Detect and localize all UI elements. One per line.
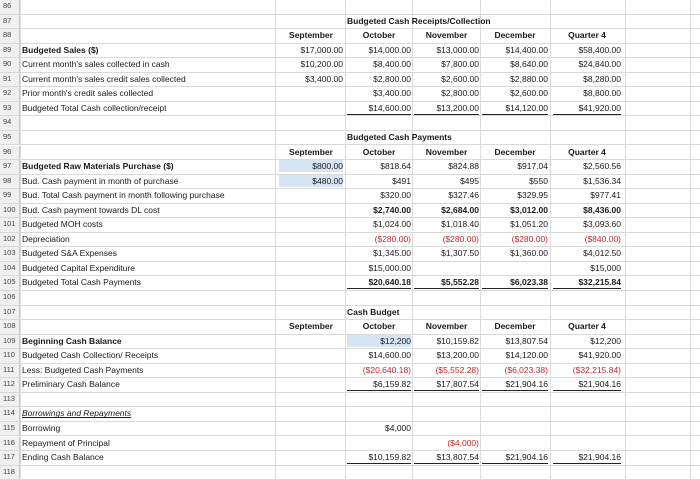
row-label-cell[interactable]: Bud. Cash payment towards DL cost xyxy=(22,204,160,215)
sheet-row xyxy=(0,73,700,88)
value-cell[interactable] xyxy=(482,422,548,434)
value-cell[interactable]: December xyxy=(494,321,536,332)
value-cell[interactable]: $2,800.00 xyxy=(373,73,411,84)
sheet-row xyxy=(0,422,700,437)
value-cell[interactable]: $13,000.00 xyxy=(436,44,479,55)
value-cell[interactable]: $1,024.00 xyxy=(373,219,411,230)
sheet-row xyxy=(0,218,700,233)
value-cell[interactable]: $550 xyxy=(529,175,548,186)
sheet-row xyxy=(0,15,700,30)
value-cell[interactable]: $3,400.00 xyxy=(373,88,411,99)
row-number[interactable]: 106 xyxy=(0,291,20,305)
value-cell[interactable]: $480.00 xyxy=(279,175,343,187)
value-cell[interactable]: Quarter 4 xyxy=(568,321,606,332)
value-cell[interactable] xyxy=(482,407,548,419)
sheet-row xyxy=(0,204,700,219)
row-number[interactable]: 103 xyxy=(0,247,20,261)
value-cell[interactable]: $15,000.00 xyxy=(368,262,411,273)
sheet-row xyxy=(0,189,700,204)
value-cell[interactable]: $1,536.34 xyxy=(583,175,621,186)
value-cell[interactable]: $13,807.54 xyxy=(505,335,548,346)
row-number[interactable]: 109 xyxy=(0,335,20,349)
sheet-row xyxy=(0,44,700,59)
value-cell[interactable]: $8,436.00 xyxy=(583,204,621,215)
row-label-cell[interactable]: Budgeted Capital Expenditure xyxy=(22,262,135,273)
value-cell[interactable]: $12,200 xyxy=(347,335,411,347)
value-cell[interactable]: $3,400.00 xyxy=(305,73,343,84)
value-cell[interactable]: November xyxy=(425,146,468,157)
value-cell[interactable] xyxy=(279,262,343,274)
value-cell[interactable]: $977.41 xyxy=(590,190,621,201)
row-number[interactable]: 117 xyxy=(0,451,20,465)
row-label-cell[interactable]: Bud. Cash payment in month of purchase xyxy=(22,175,179,186)
row-label-cell[interactable]: Repayment of Principal xyxy=(22,437,110,448)
value-cell[interactable] xyxy=(414,306,479,318)
value-cell[interactable]: $14,600.00 xyxy=(368,350,411,361)
value-cell[interactable] xyxy=(279,102,343,114)
row-number[interactable]: 112 xyxy=(0,378,20,392)
sheet-row xyxy=(0,0,700,15)
row-number[interactable]: 111 xyxy=(0,364,20,378)
section-title[interactable]: Budgeted Cash Receipts/Collection xyxy=(347,15,491,26)
value-cell[interactable] xyxy=(414,466,479,478)
value-cell[interactable] xyxy=(553,15,621,27)
value-cell[interactable] xyxy=(279,0,343,12)
value-cell[interactable] xyxy=(279,131,343,143)
value-cell[interactable]: $21,904.16 xyxy=(553,451,621,464)
sheet-row xyxy=(0,393,700,408)
value-cell[interactable]: $2,880.00 xyxy=(510,73,548,84)
value-cell[interactable] xyxy=(414,393,479,405)
value-cell[interactable]: $818.64 xyxy=(380,161,411,172)
row-label-cell[interactable]: Budgeted Cash Collection/ Receipts xyxy=(22,350,159,361)
value-cell[interactable]: $13,200.00 xyxy=(414,102,479,115)
value-cell[interactable] xyxy=(553,422,621,434)
row-number[interactable]: 89 xyxy=(0,44,20,58)
value-cell[interactable]: $41,920.00 xyxy=(553,102,621,115)
value-cell[interactable]: $14,000.00 xyxy=(368,44,411,55)
value-cell[interactable]: $8,400.00 xyxy=(373,59,411,70)
row-number[interactable]: 87 xyxy=(0,15,20,29)
value-cell[interactable]: $13,200.00 xyxy=(436,350,479,361)
value-cell[interactable] xyxy=(482,466,548,478)
value-cell[interactable]: $1,307.50 xyxy=(441,248,479,259)
sheet-row xyxy=(0,262,700,277)
value-cell[interactable]: $10,159.82 xyxy=(347,451,411,464)
value-cell[interactable] xyxy=(347,407,411,419)
value-cell[interactable]: November xyxy=(425,321,468,332)
value-cell[interactable] xyxy=(347,291,411,303)
row-label-cell[interactable]: Less: Budgeted Cash Payments xyxy=(22,364,144,375)
row-label-cell[interactable] xyxy=(22,116,272,128)
value-cell[interactable] xyxy=(482,306,548,318)
row-label-cell[interactable] xyxy=(22,146,272,158)
value-cell[interactable]: $5,552.28 xyxy=(414,276,479,289)
row-number[interactable]: 108 xyxy=(0,320,20,334)
row-label-cell[interactable] xyxy=(22,466,272,478)
row-label-cell[interactable]: Budgeted MOH costs xyxy=(22,219,103,230)
value-cell[interactable] xyxy=(482,291,548,303)
value-cell[interactable] xyxy=(279,466,343,478)
value-cell[interactable] xyxy=(482,0,548,12)
value-cell[interactable]: $17,000.00 xyxy=(300,44,343,55)
row-label-cell[interactable]: Budgeted S&A Expenses xyxy=(22,248,117,259)
value-cell[interactable]: $7,800.00 xyxy=(441,59,479,70)
row-number[interactable]: 95 xyxy=(0,131,20,145)
value-cell[interactable]: ($280.00) xyxy=(442,233,479,244)
row-label-cell[interactable]: Borrowing xyxy=(22,422,61,433)
row-label-cell[interactable] xyxy=(22,29,272,41)
value-cell[interactable]: ($5,552.28) xyxy=(435,364,479,375)
value-cell[interactable] xyxy=(553,466,621,478)
value-cell[interactable] xyxy=(553,291,621,303)
value-cell[interactable]: $21,904.16 xyxy=(482,451,548,464)
sheet-row xyxy=(0,131,700,146)
value-cell[interactable]: ($840.00) xyxy=(584,233,621,244)
row-number[interactable]: 96 xyxy=(0,146,20,160)
sheet-row xyxy=(0,58,700,73)
value-cell[interactable] xyxy=(414,262,479,274)
value-cell[interactable]: September xyxy=(289,146,333,157)
row-number[interactable]: 110 xyxy=(0,349,20,363)
row-number[interactable]: 115 xyxy=(0,422,20,436)
value-cell[interactable]: $3,093.60 xyxy=(583,219,621,230)
value-cell[interactable] xyxy=(553,393,621,405)
value-cell[interactable] xyxy=(279,116,343,128)
row-label-cell[interactable]: Preliminary Cash Balance xyxy=(22,379,120,390)
row-number[interactable]: 105 xyxy=(0,276,20,290)
row-number[interactable]: 86 xyxy=(0,0,20,14)
value-cell[interactable] xyxy=(347,437,411,449)
row-label-cell[interactable]: Borrowings and Repayments xyxy=(22,408,132,419)
value-cell[interactable] xyxy=(279,393,343,405)
sheet-row xyxy=(0,276,700,291)
row-label-cell[interactable] xyxy=(22,393,272,405)
value-cell[interactable] xyxy=(279,233,343,245)
row-number[interactable]: 88 xyxy=(0,29,20,43)
value-cell[interactable]: ($4,000) xyxy=(447,437,479,448)
value-cell[interactable]: $41,920.00 xyxy=(578,350,621,361)
value-cell[interactable] xyxy=(414,131,479,143)
row-label-cell[interactable]: Budgeted Sales ($) xyxy=(22,44,99,55)
value-cell[interactable] xyxy=(279,306,343,318)
value-cell[interactable]: October xyxy=(362,30,396,41)
value-cell[interactable] xyxy=(279,276,343,288)
row-label-cell[interactable]: Beginning Cash Balance xyxy=(22,335,122,346)
value-cell[interactable]: $2,560.56 xyxy=(583,161,621,172)
value-cell[interactable]: Quarter 4 xyxy=(568,30,606,41)
value-cell[interactable] xyxy=(414,15,479,27)
sheet-row xyxy=(0,349,700,364)
row-number[interactable]: 113 xyxy=(0,393,20,407)
value-cell[interactable] xyxy=(414,0,479,12)
value-cell[interactable]: $14,400.00 xyxy=(505,44,548,55)
value-cell[interactable] xyxy=(279,247,343,259)
value-cell[interactable] xyxy=(279,15,343,27)
row-number[interactable]: 91 xyxy=(0,73,20,87)
value-cell[interactable] xyxy=(279,218,343,230)
row-number[interactable]: 98 xyxy=(0,175,20,189)
value-cell[interactable] xyxy=(279,204,343,216)
sheet-row xyxy=(0,247,700,262)
sheet-row xyxy=(0,146,700,161)
value-cell[interactable] xyxy=(553,116,621,128)
value-cell[interactable]: $21,904.16 xyxy=(553,378,621,391)
value-cell[interactable] xyxy=(553,407,621,419)
row-number[interactable]: 101 xyxy=(0,218,20,232)
row-label-cell[interactable]: Current month's sales collected in cash xyxy=(22,59,170,70)
row-label-cell[interactable]: Depreciation xyxy=(22,233,70,244)
value-cell[interactable]: October xyxy=(362,321,396,332)
row-label-cell[interactable]: Bud. Total Cash payment in month following purchase xyxy=(22,190,225,201)
section-title[interactable]: Budgeted Cash Payments xyxy=(347,131,452,142)
value-cell[interactable] xyxy=(482,393,548,405)
row-label-cell[interactable]: Budgeted Total Cash Payments xyxy=(22,277,141,288)
sheet-row xyxy=(0,233,700,248)
row-number[interactable]: 114 xyxy=(0,407,20,421)
value-cell[interactable]: $329.95 xyxy=(517,190,548,201)
sheet-row xyxy=(0,306,700,321)
value-cell[interactable]: $2,600.00 xyxy=(441,73,479,84)
value-cell[interactable] xyxy=(279,349,343,361)
value-cell[interactable]: September xyxy=(289,30,333,41)
value-cell[interactable] xyxy=(279,451,343,463)
value-cell[interactable] xyxy=(414,116,479,128)
value-cell[interactable]: ($32,215.84) xyxy=(572,364,621,375)
row-number[interactable]: 102 xyxy=(0,233,20,247)
value-cell[interactable]: $14,600.00 xyxy=(347,102,411,115)
value-cell[interactable] xyxy=(279,437,343,449)
row-number[interactable]: 116 xyxy=(0,437,20,451)
value-cell[interactable] xyxy=(279,291,343,303)
row-label-cell[interactable] xyxy=(22,15,272,27)
sheet-row xyxy=(0,437,700,452)
row-label-cell[interactable]: Budgeted Total Cash collection/receipt xyxy=(22,102,167,113)
value-cell[interactable]: $8,640.00 xyxy=(510,59,548,70)
row-number[interactable]: 100 xyxy=(0,204,20,218)
row-label-cell[interactable] xyxy=(22,0,272,12)
value-cell[interactable] xyxy=(553,0,621,12)
row-label-cell[interactable] xyxy=(22,320,272,332)
value-cell[interactable]: $12,200 xyxy=(590,335,621,346)
row-number[interactable]: 104 xyxy=(0,262,20,276)
sheet-row xyxy=(0,335,700,350)
value-cell[interactable] xyxy=(279,87,343,99)
sheet-row xyxy=(0,87,700,102)
value-cell[interactable]: ($20,640.18) xyxy=(362,364,411,375)
value-cell[interactable] xyxy=(482,131,548,143)
sheet-row xyxy=(0,320,700,335)
value-cell[interactable]: $4,012.50 xyxy=(583,248,621,259)
value-cell[interactable]: $14,120.00 xyxy=(482,102,548,115)
value-cell[interactable]: $58,400.00 xyxy=(578,44,621,55)
value-cell[interactable] xyxy=(279,378,343,390)
value-cell[interactable]: $824.88 xyxy=(448,161,479,172)
value-cell[interactable] xyxy=(347,0,411,12)
value-cell[interactable]: $32,215.84 xyxy=(553,276,621,289)
value-cell[interactable]: $1,018.40 xyxy=(441,219,479,230)
row-label-cell[interactable]: Ending Cash Balance xyxy=(22,452,104,463)
value-cell[interactable]: $1,051.20 xyxy=(510,219,548,230)
value-cell[interactable]: $2,600.00 xyxy=(510,88,548,99)
value-cell[interactable] xyxy=(279,364,343,376)
value-cell[interactable]: $2,800.00 xyxy=(441,88,479,99)
sheet-row xyxy=(0,116,700,131)
value-cell[interactable]: $1,360.00 xyxy=(510,248,548,259)
sheet-row xyxy=(0,466,700,480)
row-label-cell[interactable] xyxy=(22,306,272,318)
sheet-row xyxy=(0,291,700,306)
row-label-cell[interactable] xyxy=(22,131,272,143)
sheet-row xyxy=(0,378,700,393)
value-cell[interactable]: ($6,023.38) xyxy=(504,364,548,375)
value-cell[interactable]: $14,120.00 xyxy=(505,350,548,361)
value-cell[interactable] xyxy=(279,422,343,434)
value-cell[interactable]: $491 xyxy=(392,175,411,186)
value-cell[interactable] xyxy=(553,306,621,318)
value-cell[interactable] xyxy=(553,437,621,449)
value-cell[interactable] xyxy=(279,335,343,347)
sheet-row xyxy=(0,407,700,422)
value-cell[interactable] xyxy=(482,437,548,449)
value-cell[interactable]: $917.04 xyxy=(517,161,548,172)
sheet-row xyxy=(0,451,700,466)
value-cell[interactable]: $10,159.82 xyxy=(436,335,479,346)
value-cell[interactable]: $6,023.38 xyxy=(482,276,548,289)
sheet-row xyxy=(0,175,700,190)
sheet-row xyxy=(0,160,700,175)
value-cell[interactable]: December xyxy=(494,146,536,157)
sheet-row xyxy=(0,29,700,44)
row-label-cell[interactable]: Prior month's credit sales collected xyxy=(22,88,154,99)
row-number[interactable]: 94 xyxy=(0,116,20,130)
value-cell[interactable]: $1,345.00 xyxy=(373,248,411,259)
value-cell[interactable] xyxy=(414,422,479,434)
value-cell[interactable] xyxy=(279,189,343,201)
value-cell[interactable]: December xyxy=(494,30,536,41)
value-cell[interactable]: $6,159.82 xyxy=(347,378,411,391)
row-number[interactable]: 99 xyxy=(0,189,20,203)
value-cell[interactable]: $8,800.00 xyxy=(583,88,621,99)
value-cell[interactable]: Quarter 4 xyxy=(568,146,606,157)
value-cell[interactable]: ($280.00) xyxy=(511,233,548,244)
value-cell[interactable] xyxy=(482,262,548,274)
sheet-row xyxy=(0,364,700,379)
row-number[interactable]: 92 xyxy=(0,87,20,101)
value-cell[interactable]: ($280.00) xyxy=(374,233,411,244)
value-cell[interactable]: $24,840.00 xyxy=(578,59,621,70)
value-cell[interactable] xyxy=(482,15,548,27)
row-number[interactable]: 107 xyxy=(0,306,20,320)
value-cell[interactable] xyxy=(347,393,411,405)
value-cell[interactable]: $320.00 xyxy=(380,190,411,201)
value-cell[interactable]: $13,807.54 xyxy=(414,451,479,464)
value-cell[interactable] xyxy=(414,291,479,303)
value-cell[interactable]: $3,012.00 xyxy=(510,204,548,215)
value-cell[interactable]: $8,280.00 xyxy=(583,73,621,84)
value-cell[interactable]: $4,000 xyxy=(385,422,411,433)
value-cell[interactable]: $2,684.00 xyxy=(441,204,479,215)
value-cell[interactable]: $20,640.18 xyxy=(347,276,411,289)
value-cell[interactable]: $21,904.16 xyxy=(482,378,548,391)
value-cell[interactable]: $15,000 xyxy=(590,262,621,273)
row-label-cell[interactable]: Budgeted Raw Materials Purchase ($) xyxy=(22,161,174,172)
value-cell[interactable] xyxy=(279,407,343,419)
value-cell[interactable] xyxy=(347,116,411,128)
value-cell[interactable]: September xyxy=(289,321,333,332)
value-cell[interactable]: $2,740.00 xyxy=(373,204,411,215)
row-number[interactable]: 93 xyxy=(0,102,20,116)
value-cell[interactable]: November xyxy=(425,30,468,41)
value-cell[interactable]: $800.00 xyxy=(279,160,343,172)
row-label-cell[interactable]: Current month's sales credit sales collected xyxy=(22,73,186,84)
value-cell[interactable] xyxy=(553,131,621,143)
value-cell[interactable]: $17,807.54 xyxy=(414,378,479,391)
value-cell[interactable]: $327.46 xyxy=(448,190,479,201)
row-number[interactable]: 90 xyxy=(0,58,20,72)
section-title[interactable]: Cash Budget xyxy=(347,306,400,317)
row-number[interactable]: 97 xyxy=(0,160,20,174)
value-cell[interactable]: $10,200.00 xyxy=(300,59,343,70)
value-cell[interactable]: $495 xyxy=(460,175,479,186)
row-label-cell[interactable] xyxy=(22,291,272,303)
row-number[interactable]: 118 xyxy=(0,466,20,480)
sheet-row xyxy=(0,102,700,117)
value-cell[interactable] xyxy=(414,407,479,419)
value-cell[interactable]: October xyxy=(362,146,396,157)
value-cell[interactable] xyxy=(347,466,411,478)
value-cell[interactable] xyxy=(482,116,548,128)
